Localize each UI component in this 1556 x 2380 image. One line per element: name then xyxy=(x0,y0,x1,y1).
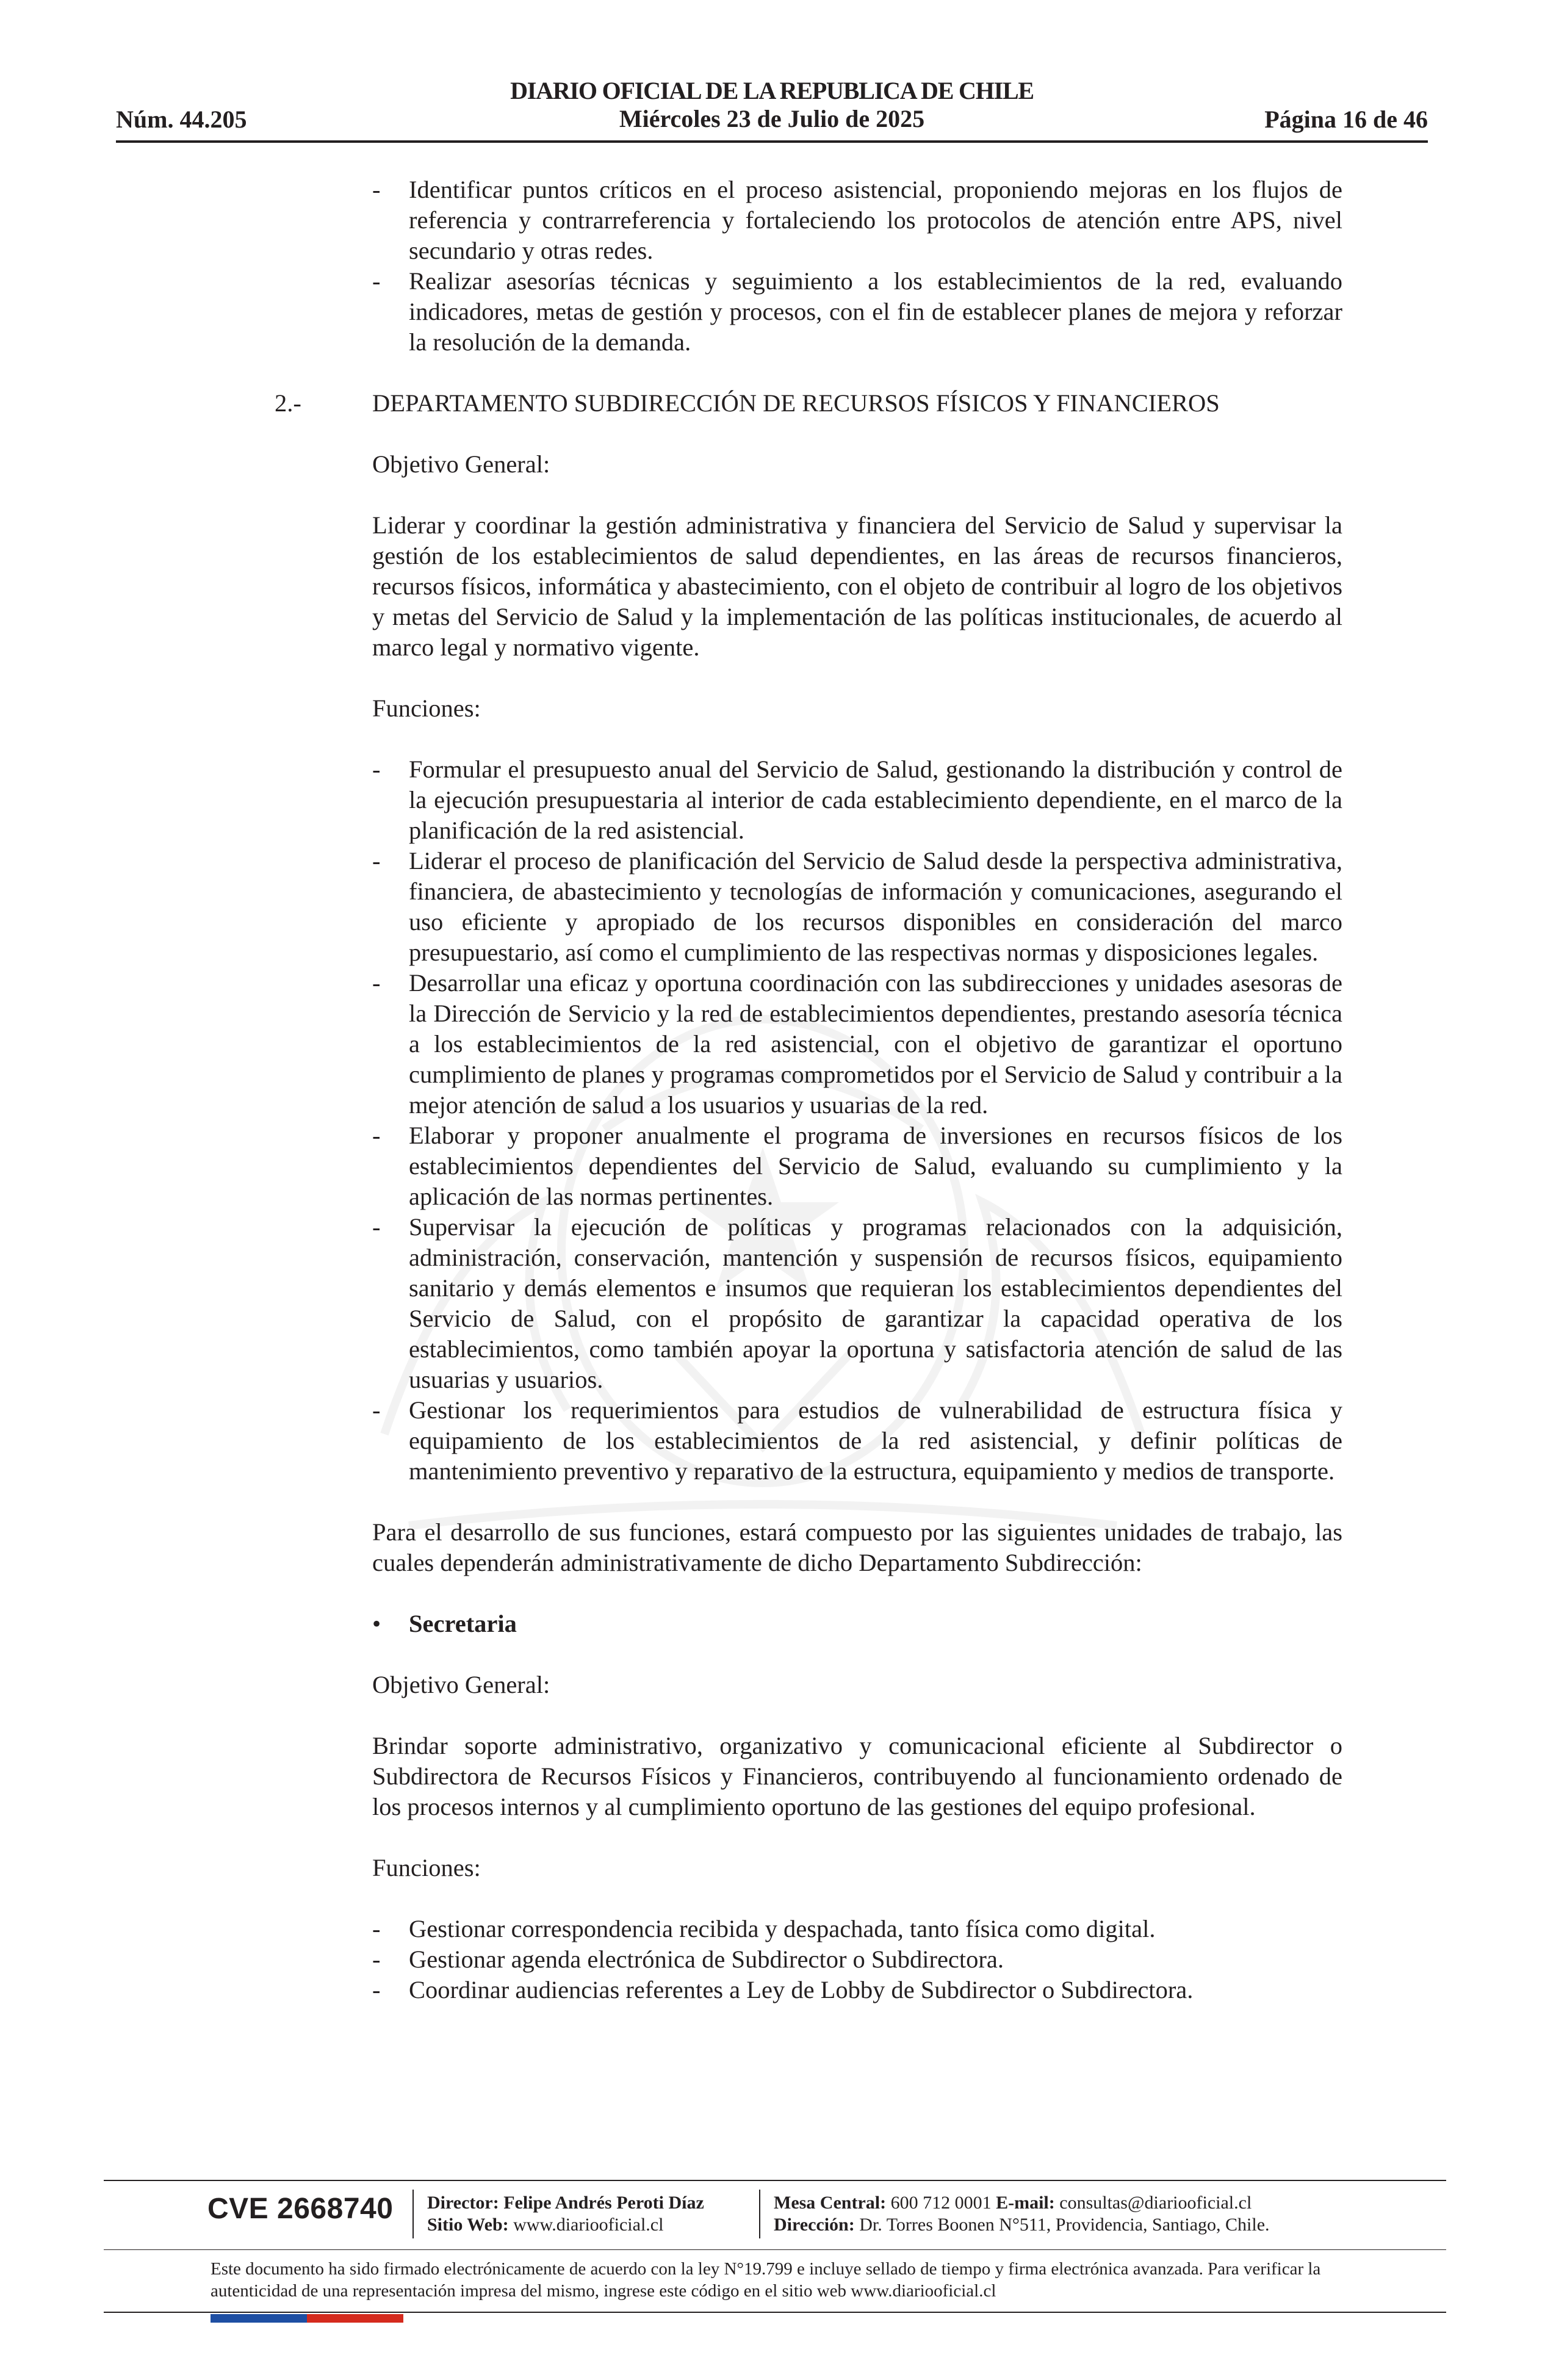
director-name: Felipe Andrés Peroti Díaz xyxy=(503,2193,704,2213)
section-heading xyxy=(275,388,1342,419)
list-item: - Coordinar audiencias referentes a Ley de Lobby de Subdirector o Subdirectora. xyxy=(372,1976,1194,2003)
legal-notice: Este documento ha sido firmado electrónicamente de acuerdo con la ley N°19.799 e incluye sellado de tiempo y firma electrónica avanzada. Para verificar la autenticidad de una representación impresa del mismo, ingrese este código en el sitio web www.diariooficial.cl xyxy=(211,2259,1321,2301)
footer-separator xyxy=(412,2190,414,2238)
list-item: - Liderar el proceso de planificación del Servicio de Salud desde la perspectiva administrativa, financiera, de abastecimiento y tecnologías de información y comunicaciones, asegurando el uso eficiente y apropiado de los recursos disponibles en consideración del marco presupuestario, así como el cumplimiento de las respectivas normas y disposiciones legales. xyxy=(372,847,1342,966)
issue-date: Miércoles 23 de Julio de 2025 xyxy=(619,105,925,132)
functions-label: Funciones: xyxy=(372,694,481,722)
footer-divider-bottom xyxy=(104,2312,1446,2313)
unit-objective-label: Objetivo General: xyxy=(372,1671,550,1698)
unit-heading xyxy=(372,1609,1342,1639)
units-intro: Para el desarrollo de sus funciones, estará compuesto por las siguientes unidades de trabajo, las cuales dependerán administrativamente de dicho Departamento Subdirección: xyxy=(372,1518,1342,1576)
section-number: 2.- xyxy=(275,389,301,417)
list-item: - Elaborar y proponer anualmente el programa de inversiones en recursos físicos de los establecimientos dependientes del Servicio de Salud, evaluando su cumplimiento y la aplicación de las normas pertinentes. xyxy=(372,1122,1342,1210)
list-item: - Gestionar agenda electrónica de Subdirector o Subdirectora. xyxy=(372,1945,1004,1973)
objective-text: Liderar y coordinar la gestión administrativa y financiera del Servicio de Salud y supervisar la gestión de los establecimientos de salud dependientes, en las áreas de recursos financieros, recursos físicos, informática y abastecimiento, con el objeto de contribuir al logro de los objetivos y metas del Servicio de Salud y la implementación de las políticas institucionales, de acuerdo al marco legal y normativo vigente. xyxy=(372,511,1342,661)
flag-stripe-blue xyxy=(211,2314,307,2323)
page-header xyxy=(116,73,1428,146)
list-item: - Formular el presupuesto anual del Servicio de Salud, gestionando la distribución y control de la ejecución presupuestaria al interior de cada establecimiento dependiente, en el marco de la planificación de la red asistencial. xyxy=(372,755,1342,844)
list-item: - Identificar puntos críticos en el proceso asistencial, proponiendo mejoras en los flujos de referencia y contrarreferencia y fortaleciendo los protocolos de atención entre APS, nivel secundario y otras redes. xyxy=(372,176,1342,264)
footer-director-block xyxy=(427,2192,704,2236)
footer-separator xyxy=(759,2190,760,2238)
flag-stripe-red xyxy=(307,2314,403,2323)
web-label: Sitio Web: xyxy=(427,2215,509,2235)
objective-label: Objetivo General: xyxy=(372,450,550,478)
footer-contact-block xyxy=(774,2192,1270,2236)
intro-list xyxy=(372,175,1342,358)
unit-functions-list xyxy=(372,1914,1342,2005)
address-label: Dirección: xyxy=(774,2215,855,2235)
list-item: - Gestionar correspondencia recibida y despachada, tanto física como digital. xyxy=(372,1915,1156,1942)
page-number: Página 16 de 46 xyxy=(1264,106,1428,133)
email-link[interactable]: consultas@diariooficial.cl xyxy=(1059,2193,1252,2213)
address-value: Dr. Torres Boonen N°511, Providencia, Santiago, Chile. xyxy=(859,2215,1270,2235)
issue-number: Núm. 44.205 xyxy=(116,106,247,133)
section-title: DEPARTAMENTO SUBDIRECCIÓN DE RECURSOS FÍSICOS Y FINANCIEROS xyxy=(372,389,1220,417)
bullet-icon: • xyxy=(372,1610,381,1637)
unit-functions-label: Funciones: xyxy=(372,1854,481,1881)
mesa-label: Mesa Central: xyxy=(774,2193,887,2213)
director-label: Director: xyxy=(427,2193,499,2213)
list-item: - Supervisar la ejecución de políticas y programas relacionados con la adquisición, administración, conservación, mantención y suspensión de recursos físicos, equipamiento sanitario y demás elementos e insumos que requieran los establecimientos dependientes del Servicio de Salud, con el propósito de garantizar la capacidad operativa de los establecimientos, como también apoyar la oportuna y satisfactoria atención de salud de las usuarias y usuarios. xyxy=(372,1213,1342,1393)
header-divider xyxy=(116,140,1428,143)
cve-code: CVE 2668740 xyxy=(207,2193,394,2225)
list-item: - Desarrollar una eficaz y oportuna coordinación con las subdirecciones y unidades asesoras de la Dirección de Servicio y la red de establecimientos dependientes, prestando asesoría técnica a los establecimientos de la red asistencial, con el objetivo de garantizar el oportuno cumplimiento de planes y programas comprometidos por el Servicio de Salud y contribuir a la mejor atención de salud a los usuarios y usuarias de la red. xyxy=(372,969,1342,1119)
header-center xyxy=(116,77,1428,133)
newspaper-title: DIARIO OFICIAL DE LA REPUBLICA DE CHILE xyxy=(510,77,1034,104)
unit-objective-text: Brindar soporte administrativo, organizativo y comunicacional eficiente al Subdirector o Subdirectora de Recursos Físicos y Financieros, contribuyendo al funcionamiento ordenado de los procesos internos y al cumplimiento oportuno de las gestiones del equipo profesional. xyxy=(372,1732,1342,1820)
unit-name: Secretaria xyxy=(409,1610,517,1637)
footer-divider-mid xyxy=(104,2249,1446,2250)
phone-number: 600 712 0001 xyxy=(890,2193,992,2213)
functions-list xyxy=(372,754,1342,1487)
footer-divider-top xyxy=(104,2180,1446,2181)
website-link[interactable]: www.diariooficial.cl xyxy=(513,2215,664,2235)
list-item: - Gestionar los requerimientos para estudios de vulnerabilidad de estructura física y equipamiento de los establecimientos de la red asistencial, y definir políticas de mantenimiento preventivo y reparativo de la estructura, equipamiento y medios de transporte. xyxy=(372,1396,1342,1485)
list-item: - Realizar asesorías técnicas y seguimiento a los establecimientos de la red, evaluando indicadores, metas de gestión y procesos, con el fin de establecer planes de mejora y reforzar la resolución de la demanda. xyxy=(372,267,1342,356)
document-body xyxy=(275,175,1342,2005)
email-label: E-mail: xyxy=(996,2193,1055,2213)
